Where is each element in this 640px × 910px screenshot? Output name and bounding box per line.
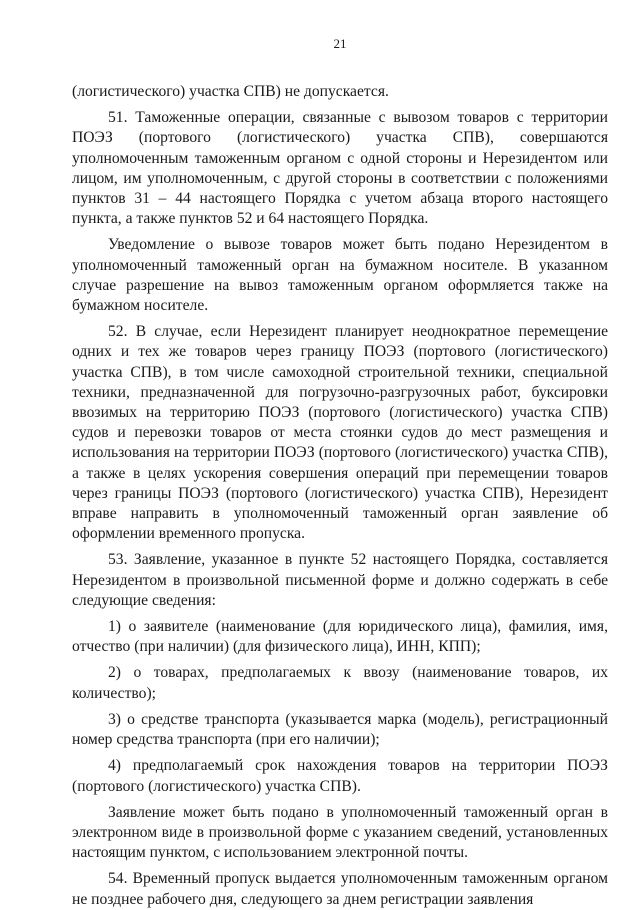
page-number: 21: [333, 36, 347, 51]
list-item-term: 4) предполагаемый срок нахождения товаров на территории ПОЭЗ (портового (логистического) участка СПВ).: [72, 757, 608, 795]
list-item-goods: 2) о товарах, предполагаемых к ввозу (наименование товаров, их количество);: [72, 664, 608, 702]
paragraph-item-54: 54. Временный пропуск выдается уполномоченным таможенным органом не позднее рабочего дня, следующего за днем регистрации заявления: [72, 870, 608, 908]
paragraph-item-52: 52. В случае, если Нерезидент планирует неоднократное перемещение одних и тех же товаров через границу ПОЭЗ (портового (логистического) участка СПВ), в том числе самоходной строительной техники, специальной техники, предназначенной для погрузочно-разгрузочных работ, буксировки ввозимых на территорию ПОЭЗ (портового (логистического) участка СПВ) судов и перевозки товаров от места стоянки судов до мест размещения и использования на территории ПОЭЗ (портового (логистического) участка СПВ), а также в целях ускорения совершения операций при перемещении товаров через границы ПОЭЗ (портового (логистического) участка СПВ), Нерезидент вправе направить в уполномоченный таможенный орган заявление об оформлении временного пропуска.: [72, 323, 608, 543]
paragraph-item-51: 51. Таможенные операции, связанные с вывозом товаров с территории ПОЭЗ (портового (логистического) участка СПВ), совершаются уполномоченным таможенным органом с одной стороны и Нерезидентом или лицом, им уполномоченным, с другой стороны в соответствии с положениями пунктов 31 – 44 настоящего Порядка с учетом абзаца второго настоящего пункта, а также пунктов 52 и 64 настоящего Порядка.: [72, 109, 608, 228]
list-item-transport: 3) о средстве транспорта (указывается марка (модель), регистрационный номер средства транспорта (при его наличии);: [72, 710, 608, 749]
paragraph-continuation: (логистического) участка СПВ) не допускается.: [72, 83, 389, 100]
paragraph-item-53: 53. Заявление, указанное в пункте 52 настоящего Порядка, составляется Нерезидентом в произвольной письменной форме и должно содержать в себе следующие сведения:: [72, 551, 608, 609]
document-body: [72, 82, 608, 910]
paragraph-electronic-submission: Заявление может быть подано в уполномоченный таможенный орган в электронном виде в произвольной форме с указанием сведений, установленных настоящим пунктом, с использованием электронной почты.: [72, 803, 608, 862]
paragraph-notification: Уведомление о вывозе товаров может быть подано Нерезидентом в уполномоченный таможенный орган на бумажном носителе. В указанном случае разрешение на вывоз таможенным органом оформляется также на бумажном носителе.: [72, 236, 608, 315]
list-item-applicant: 1) о заявителе (наименование (для юридического лица), фамилия, имя, отчество (при наличии) (для физического лица), ИНН, КПП);: [72, 618, 608, 656]
